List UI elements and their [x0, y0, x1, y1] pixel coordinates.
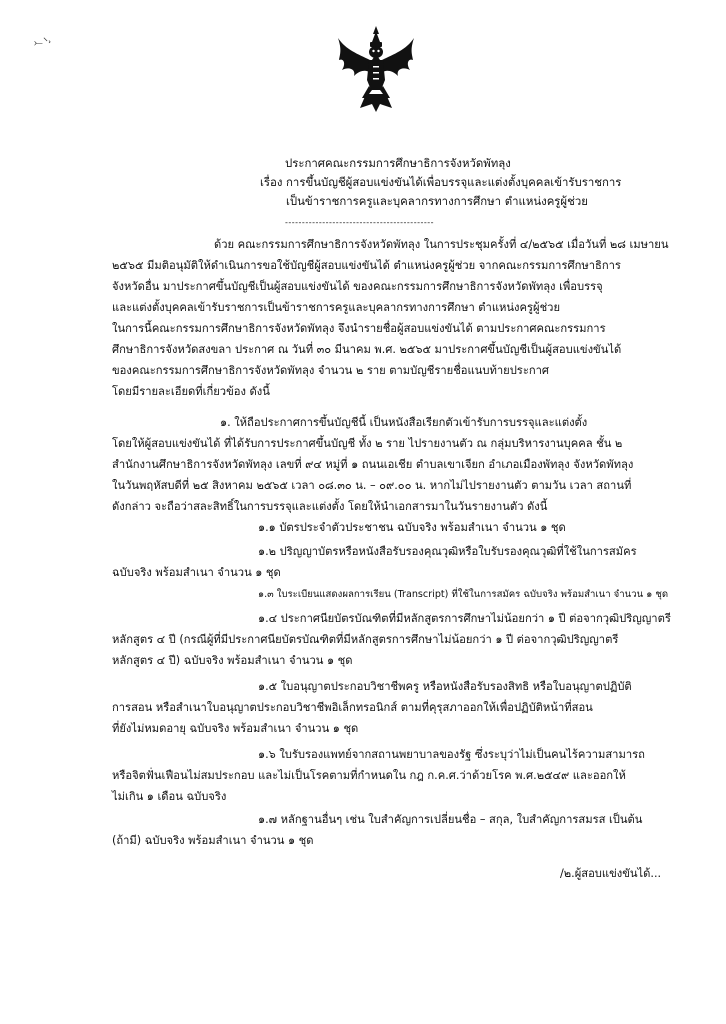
- body-line: ในการนี้คณะกรรมการศึกษาธิการจังหวัดพัทลุง จึงนำรายชื่อผู้สอบแข่งขันได้ ตามประกาศคณะกรรมการ: [112, 322, 606, 335]
- body-line: การสอน หรือสำเนาใบอนุญาตประกอบวิชาชีพอิเล็กทรอนิกส์ ตามที่คุรุสภาออกให้เพื่อปฏิบัติหน้าที่สอน: [112, 701, 593, 714]
- body-line: ๑.๖ ใบรับรองแพทย์จากสถานพยาบาลของรัฐ ซึ่งระบุว่าไม่เป็นคนไร้ความสามารถ: [258, 748, 645, 761]
- body-line: ศึกษาธิการจังหวัดสงขลา ประกาศ ณ วันที่ ๓๐ มีนาคม พ.ศ. ๒๕๖๕ มาประกาศขึ้นบัญชีเป็นผู้สอบแข่งขันได้: [112, 343, 622, 356]
- body-line: ไม่เกิน ๑ เดือน ฉบับจริง: [112, 790, 227, 803]
- page-continuation: /๒.ผู้สอบแข่งขันได้...: [560, 867, 662, 880]
- header-subject: เรื่อง การขึ้นบัญชีผู้สอบแข่งขันได้เพื่อบรรจุและแต่งตั้งบุคคลเข้ารับราชการ: [260, 175, 622, 189]
- garuda-emblem-icon: [336, 24, 416, 114]
- corner-mark: ⤚⸌˒: [34, 36, 52, 49]
- body-line: ๑.๓ ใบระเบียนแสดงผลการเรียน (Transcript) ที่ใช้ในการสมัคร ฉบับจริง พร้อมสำเนา จำนวน ๑ ชุด: [258, 589, 669, 600]
- body-line: ๒๕๖๕ มีมติอนุมัติให้ดำเนินการขอใช้บัญชีผู้สอบแข่งขันได้ ตำแหน่งครูผู้ช่วย จากคณะกรรมการศึกษาธิการ: [112, 259, 621, 272]
- body-line: ๑. ให้ถือประกาศการขึ้นบัญชีนี้ เป็นหนังสือเรียกตัวเข้ารับการบรรจุและแต่งตั้ง: [220, 416, 588, 429]
- body-line: ๑.๗ หลักฐานอื่นๆ เช่น ใบสำคัญการเปลี่ยนชื่อ – สกุล, ใบสำคัญการสมรส เป็นต้น: [258, 813, 643, 826]
- body-line: สำนักงานศึกษาธิการจังหวัดพัทลุง เลขที่ ๙๔ หมู่ที่ ๑ ถนนเอเชีย ตำบลเขาเจียก อำเภอเมืองพัทลุง จังหวัดพัทลุง: [112, 458, 634, 471]
- body-line: จังหวัดอื่น มาประกาศขึ้นบัญชีเป็นผู้สอบแข่งขันได้ ของคณะกรรมการศึกษาธิการจังหวัดพัทลุง เพื่อบรรจุ: [112, 280, 603, 293]
- body-line: และแต่งตั้งบุคคลเข้ารับราชการเป็นข้าราชการครูและบุคลากรทางการศึกษา ตำแหน่งครูผู้ช่วย: [112, 301, 560, 314]
- body-line: โดยให้ผู้สอบแข่งขันได้ ที่ได้รับการประกาศขึ้นบัญชี ทั้ง ๒ ราย ไปรายงานตัว ณ กลุ่มบริหารงานบุคคล ชั้น ๒: [112, 437, 623, 450]
- header-subject-continued: เป็นข้าราชการครูและบุคลากรทางการศึกษา ตำแหน่งครูผู้ช่วย: [286, 194, 588, 208]
- body-line: ๑.๔ ประกาศนียบัตรบัณฑิตที่มีหลักสูตรการศึกษาไม่น้อยกว่า ๑ ปี ต่อจากวุฒิปริญญาตรี: [258, 612, 671, 625]
- body-line: ที่ยังไม่หมดอายุ ฉบับจริง พร้อมสำเนา จำนวน ๑ ชุด: [112, 722, 359, 735]
- body-line: (ถ้ามี) ฉบับจริง พร้อมสำเนา จำนวน ๑ ชุด: [112, 834, 314, 847]
- body-line: หรือจิตฟั่นเฟือนไม่สมประกอบ และไม่เป็นโรคตามที่กำหนดใน กฎ ก.ค.ศ.ว่าด้วยโรค พ.ศ.๒๕๔๙ และออกให้: [112, 769, 626, 782]
- body-line: หลักสูตร ๔ ปี) ฉบับจริง พร้อมสำเนา จำนวน ๑ ชุด: [112, 654, 353, 667]
- body-line: ในวันพฤหัสบดีที่ ๒๕ สิงหาคม ๒๕๖๕ เวลา ๐๘.๓๐ น. – ๐๙.๐๐ น. หากไม่ไปรายงานตัว ตามวัน เวลา สถานที่: [112, 479, 632, 492]
- header-title: ประกาศคณะกรรมการศึกษาธิการจังหวัดพัทลุง: [285, 156, 511, 170]
- body-line: ๑.๕ ใบอนุญาตประกอบวิชาชีพครู หรือหนังสือรับรองสิทธิ หรือใบอนุญาตปฏิบัติ: [258, 680, 632, 693]
- header-rule: --------------------------------------------: [285, 218, 435, 227]
- body-line: ฉบับจริง พร้อมสำเนา จำนวน ๑ ชุด: [112, 566, 281, 579]
- body-line: ๑.๒ ปริญญาบัตรหรือหนังสือรับรองคุณวุฒิหรือใบรับรองคุณวุฒิที่ใช้ในการสมัคร: [258, 545, 637, 558]
- body-line: ดังกล่าว จะถือว่าสละสิทธิ์ในการบรรจุและแต่งตั้ง โดยให้นำเอกสารมาในวันรายงานตัว ดังนี้: [112, 500, 548, 513]
- body-line: โดยมีรายละเอียดที่เกี่ยวข้อง ดังนี้: [112, 385, 270, 398]
- body-line: ๑.๑ บัตรประจำตัวประชาชน ฉบับจริง พร้อมสำเนา จำนวน ๑ ชุด: [258, 521, 566, 534]
- body-line: ด้วย คณะกรรมการศึกษาธิการจังหวัดพัทลุง ในการประชุมครั้งที่ ๔/๒๕๖๕ เมื่อวันที่ ๒๘ เมษายน: [214, 238, 669, 251]
- body-line: ของคณะกรรมการศึกษาธิการจังหวัดพัทลุง จำนวน ๒ ราย ตามบัญชีรายชื่อแนบท้ายประกาศ: [112, 364, 549, 377]
- body-line: หลักสูตร ๔ ปี (กรณีผู้ที่มีประกาศนียบัตรบัณฑิตที่มีหลักสูตรการศึกษาไม่น้อยกว่า ๑ ปี ต่อจากวุฒิปริญญาตรี: [112, 633, 619, 646]
